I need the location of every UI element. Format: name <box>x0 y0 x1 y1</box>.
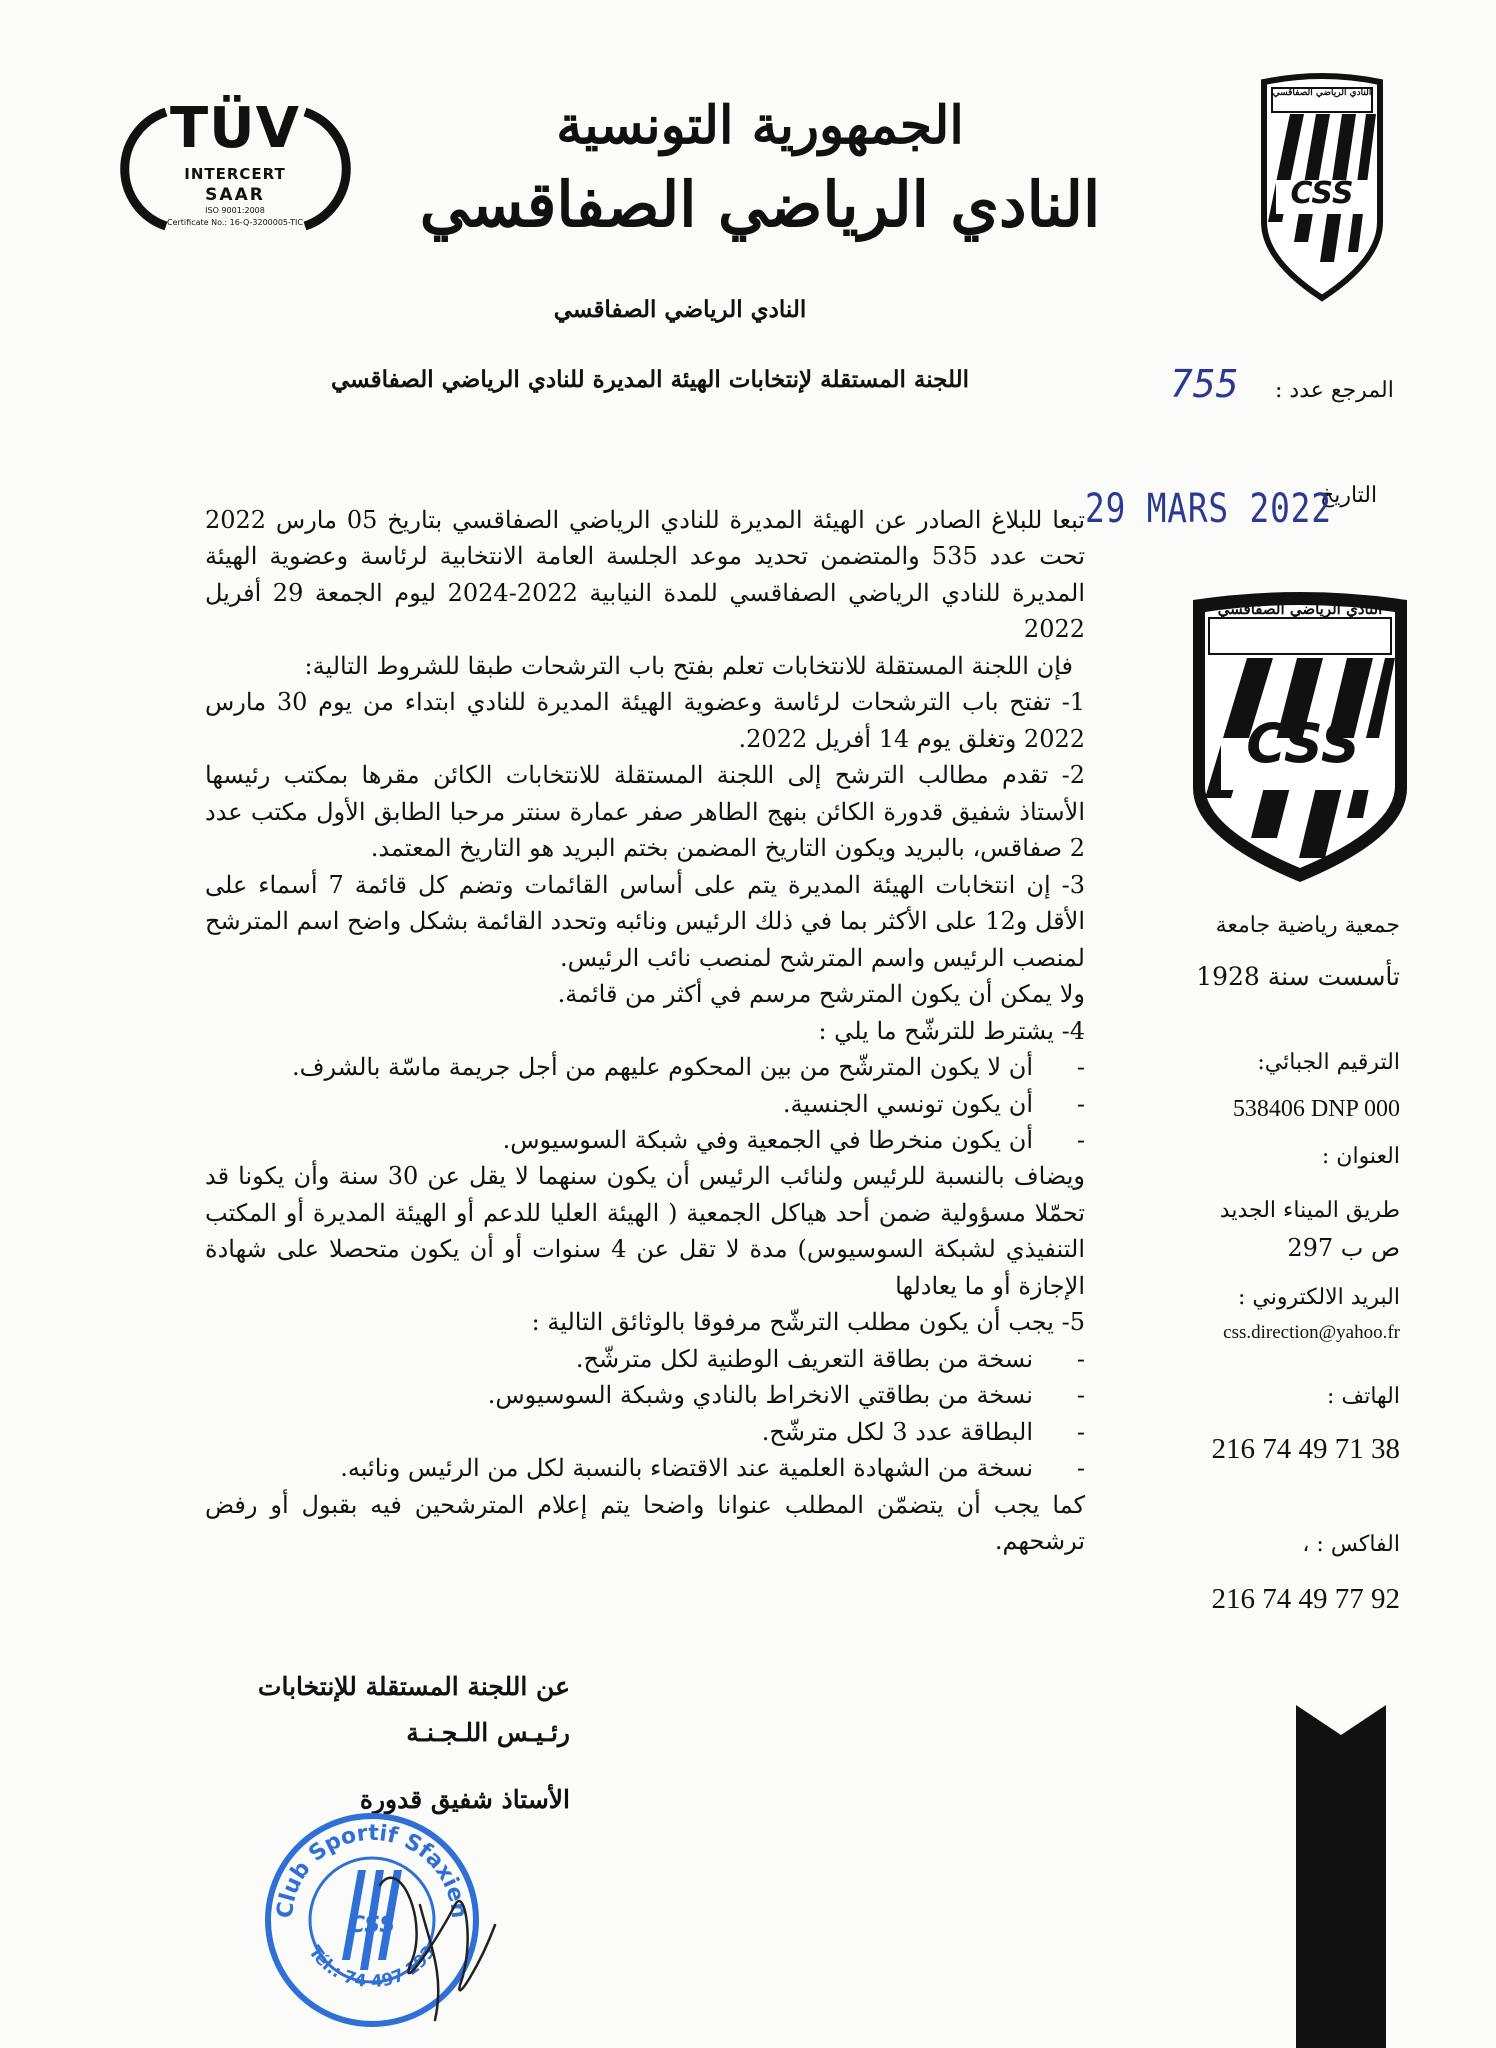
email-label: البريد الالكتروني : <box>1237 1285 1400 1310</box>
tuv-standard: ISO 9001:2008 <box>205 206 265 215</box>
committee-title: اللجنة المستقلة لإنتخابات الهيئة المديرة للنادي الرياضي الصفاقسي <box>330 366 970 393</box>
address-line-2: ص ب 297 <box>1287 1234 1400 1262</box>
condition-item-4-c: - أن يكون منخرطا في الجمعية وفي شبكة السوسيوس. <box>205 1122 1085 1158</box>
tuv-certificate-number: Certificate No.: 16-Q-3200005-TIC <box>167 218 303 227</box>
condition-item-4-a: - أن لا يكون المترشّح من بين المحكوم عليهم من أجل جريمة ماسّة بالشرف. <box>205 1049 1085 1085</box>
stamp-bottom-text: Tél.: 74 497 193 <box>304 1942 440 1993</box>
date-label: التاريخ <box>1320 483 1378 508</box>
small-logo-initials: CSS <box>1290 176 1354 211</box>
phone-value: 216 74 49 71 38 <box>1211 1433 1400 1465</box>
large-logo-label: النادي الرياضي الصفاقسي <box>1217 600 1383 618</box>
association-type: جمعية رياضية جامعة <box>1215 913 1400 938</box>
condition-item-5-a: - نسخة من بطاقة التعريف الوطنية لكل مترشّح. <box>205 1341 1085 1377</box>
closing-paragraph: كما يجب أن يتضمّن المطلب عنوانا واضحا يتم إعلام المترشحين فيه بقبول أو رفض ترشحهم. <box>205 1490 1085 1556</box>
reference-label: المرجع عدد : <box>1275 378 1394 403</box>
phone-label: الهاتف : <box>1327 1384 1400 1409</box>
announce-paragraph: فإن اللجنة المستقلة للانتخابات تعلم بفتح باب الترشحات طبقا للشروط التالية: <box>304 651 1073 680</box>
condition-item-5-c: - البطاقة عدد 3 لكل مترشّح. <box>205 1414 1085 1450</box>
condition-item-3: 3- إن انتخابات الهيئة المديرة يتم على أساس القائمات وتضم كل قائمة 7 أسماء على الأقل و12 على الأكثر بما في ذلك الرئيس ونائبه وتحدد القائمة بشكل واضح اسم المترشح لمنصب الرئيس واسم المترشح لمنصب نائب الرئيس. <box>205 870 1085 972</box>
reference-number: 755 <box>1170 362 1239 406</box>
tuv-saar: SAAR <box>205 185 265 205</box>
handwritten-signature <box>360 1845 510 2035</box>
club-subtitle: النادي الرياضي الصفاقسي <box>553 296 807 323</box>
signature-name: الأستاذ شفيق قدورة <box>359 1785 570 1814</box>
tuv-brand: TÜV <box>169 96 300 161</box>
announcement-body <box>205 502 1085 1560</box>
condition-item-1: 1- تفتح باب الترشحات لرئاسة وعضوية الهيئة المديرة للنادي ابتداء من يوم 30 مارس 2022 وتغلق يوم 14 أفريل 2022. <box>205 688 1086 753</box>
tax-id-value: 538406 DNP 000 <box>1232 1096 1400 1122</box>
founded-year: تأسست سنة 1928 <box>1196 962 1400 991</box>
stamp-top-text: Club Sportif Sfaxien <box>272 1820 472 1920</box>
fax-value: 216 74 49 77 92 <box>1211 1583 1400 1615</box>
intro-paragraph: تبعا للبلاغ الصادر عن الهيئة المديرة للنادي الرياضي الصفاقسي بتاريخ 05 مارس 2022 تحت عدد 535 والمتضمن تحديد موعد الجلسة العامة الانتخابية لرئاسة وعضوية الهيئة المديرة للنادي الرياضي الصفاقسي للمدة النيابية 2022-2024 ليوم الجمعة 29 أفريل 2022 <box>205 506 1086 644</box>
condition-item-5-d: - نسخة من الشهادة العلمية عند الاقتضاء بالنسبة لكل من الرئيس ونائبه. <box>205 1450 1085 1486</box>
signature-on-behalf: عن اللجنة المستقلة للإنتخابات <box>257 1672 570 1701</box>
condition-item-5: 5- يجب أن يكون مطلب الترشّح مرفوقا بالوثائق التالية : <box>531 1308 1085 1337</box>
condition-item-4-b: - أن يكون تونسي الجنسية. <box>205 1086 1085 1122</box>
email-value[interactable]: css.direction@yahoo.fr <box>1223 1322 1400 1343</box>
address-label: العنوان : <box>1321 1144 1400 1169</box>
decorative-ribbon <box>1296 1705 1386 2048</box>
condition-item-3-note: ولا يمكن أن يكون المترشح مرسم في أكثر من قائمة. <box>557 980 1085 1009</box>
condition-item-5-b: - نسخة من بطاقتي الانخراط بالنادي وشبكة السوسيوس. <box>205 1377 1085 1413</box>
tax-id-label: الترقيم الجبائي: <box>1257 1050 1400 1075</box>
condition-item-2: 2- تقدم مطالب الترشح إلى اللجنة المستقلة للانتخابات الكائن مقرها بمكتب رئيسها الأستاذ شفيق قدورة الكائن بنهج الطاهر صفر عمارة سنتر مرحبا الطابق الأول مكتب عدد 2 صفاقس، بالبريد ويكون التاريخ المضمن بختم البريد هو التاريخ المعتمد. <box>205 761 1086 863</box>
club-title: النادي الرياضي الصفاقسي <box>419 168 1101 241</box>
condition-item-4: 4- يشترط للترشّح ما يلي : <box>818 1016 1085 1045</box>
address-line-1: طريق الميناء الجديد <box>1219 1198 1400 1223</box>
small-logo-label: النادي الرياضي الصفاقسي <box>1272 88 1372 98</box>
signature-role: رئـيـس اللـجـنـة <box>406 1718 570 1747</box>
stamp-initials: CSS <box>348 1913 396 1938</box>
large-logo-initials: CSS <box>1246 712 1360 775</box>
fax-label: الفاكس : ، <box>1302 1532 1400 1557</box>
tuv-intercert: INTERCERT <box>184 165 286 183</box>
country-title: الجمهورية التونسية <box>556 95 964 156</box>
date-stamp: 29 MARS 2022 <box>1085 486 1332 532</box>
condition-item-4-note: ويضاف بالنسبة للرئيس ولنائب الرئيس أن يكون سنهما لا يقل عن 30 سنة وأن يكونا قد تحمّلا مسؤولية ضمن أحد هياكل الجمعية ( الهيئة العليا للدعم أو الهيئة المديرة أو المكتب التنفيذي لشبكة السوسيوس) مدة لا تقل عن 4 سنوات أو أن يكون متحصلا على شهادة الإجازة أو ما يعادلها <box>205 1162 1086 1300</box>
